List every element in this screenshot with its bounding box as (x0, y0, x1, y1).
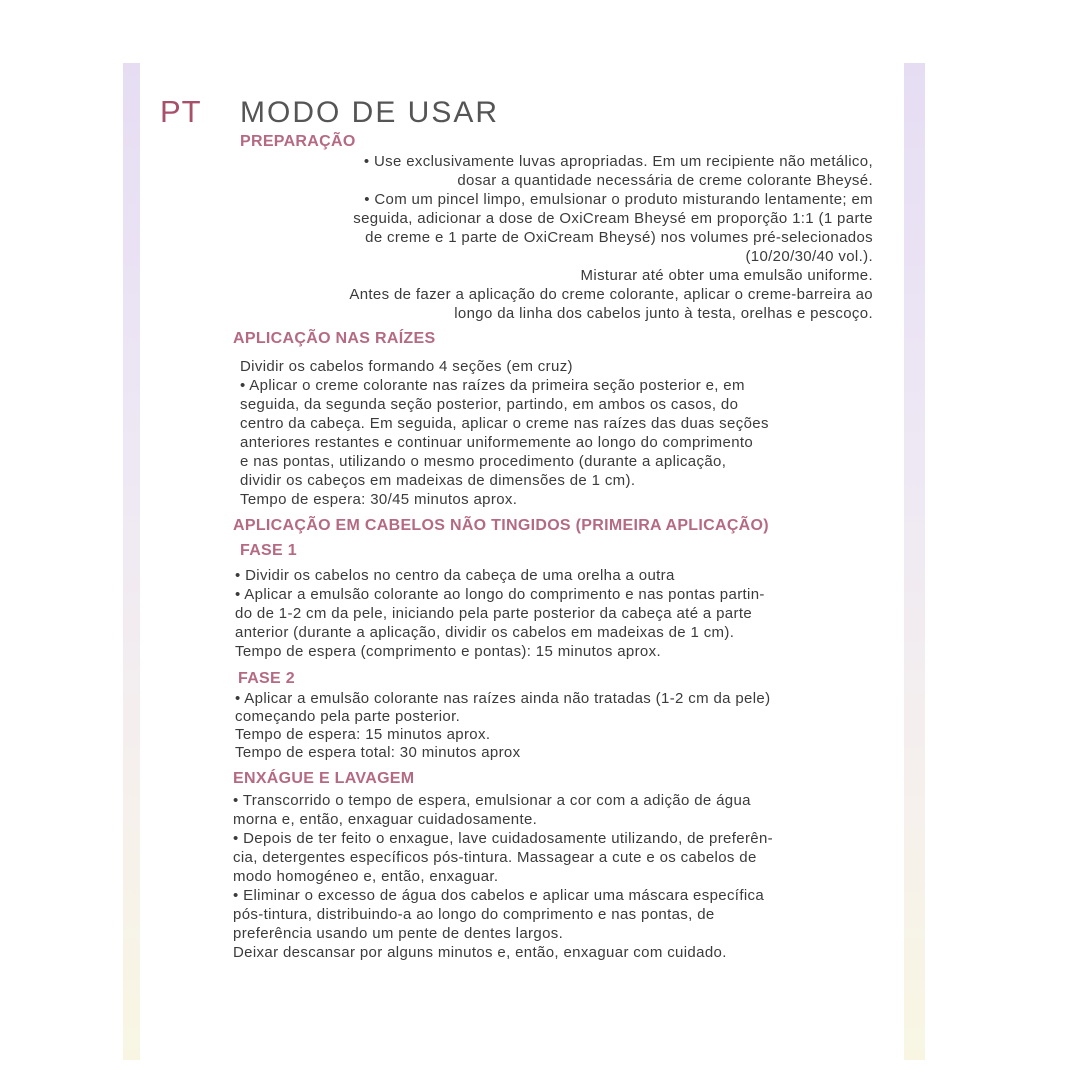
text-line: • Transcorrido o tempo de espera, emulsionar a cor com a adição de água (233, 792, 751, 809)
text-line: • Aplicar a emulsão colorante ao longo do comprimento e nas pontas partin- (235, 586, 765, 603)
text-line: longo da linha dos cabelos junto à testa, orelhas e pescoço. (454, 305, 873, 322)
page-title: MODO DE USAR (240, 96, 500, 129)
text-line: preferência usando um pente de dentes largos. (233, 925, 564, 942)
text-line: • Depois de ter feito o enxague, lave cuidadosamente utilizando, de preferên- (233, 830, 774, 847)
text-line: Dividir os cabelos formando 4 seções (em cruz) (240, 358, 573, 375)
text-line: cia, detergentes específicos pós-tintura. Massagear a cute e os cabelos de (233, 849, 757, 866)
subheading-fase-2: FASE 2 (238, 670, 295, 687)
text-line: dividir os cabeços em madeixas de dimensões de 1 cm). (240, 472, 636, 489)
left-decorative-bar (123, 63, 140, 1060)
text-line: anteriores restantes e continuar uniformemente ao longo do comprimento (240, 434, 754, 451)
text-line: centro da cabeça. Em seguida, aplicar o creme nas raízes das duas seções (240, 415, 769, 432)
text-line: • Aplicar o creme colorante nas raízes da primeira seção posterior e, em (240, 377, 745, 394)
text-line: Tempo de espera: 30/45 minutos aprox. (240, 491, 518, 508)
text-line: seguida, adicionar a dose de OxiCream Bheysé em proporção 1:1 (1 parte (353, 210, 873, 227)
text-line: do de 1-2 cm da pele, iniciando pela parte posterior da cabeça até a parte (235, 605, 753, 622)
subheading-fase-1: FASE 1 (240, 542, 297, 559)
text-line: • Use exclusivamente luvas apropriadas. Em um recipiente não metálico, (363, 153, 873, 170)
section-heading-nao-tingidos: APLICAÇÃO EM CABELOS NÃO TINGIDOS (PRIMEIRA APLICAÇÃO) (233, 517, 769, 534)
text-line: anterior (durante a aplicação, dividir os cabelos em madeixas de 1 cm). (235, 624, 735, 641)
text-line: seguida, da segunda seção posterior, partindo, em ambos os casos, do (240, 396, 739, 413)
text-line: Tempo de espera total: 30 minutos aprox (235, 744, 521, 761)
text-line: • Dividir os cabelos no centro da cabeça de uma orelha a outra (235, 567, 675, 584)
text-line: modo homogéneo e, então, enxaguar. (233, 868, 499, 885)
text-line: de creme e 1 parte de OxiCream Bheysé) nos volumes pré-selecionados (365, 229, 873, 246)
text-line: Deixar descansar por alguns minutos e, então, enxaguar com cuidado. (233, 944, 727, 961)
text-line: pós-tintura, distribuindo-a ao longo do comprimento e nas pontas, de (233, 906, 715, 923)
text-line: morna e, então, enxaguar cuidadosamente. (233, 811, 538, 828)
text-line: dosar a quantidade necessária de creme colorante Bheysé. (457, 172, 873, 189)
text-line: Tempo de espera: 15 minutos aprox. (235, 726, 491, 743)
text-line: começando pela parte posterior. (235, 708, 461, 725)
text-line: e nas pontas, utilizando o mesmo procedimento (durante a aplicação, (240, 453, 727, 470)
text-line: (10/20/30/40 vol.). (745, 248, 873, 265)
text-line: Misturar até obter uma emulsão uniforme. (580, 267, 873, 284)
text-line: • Aplicar a emulsão colorante nas raízes ainda não tratadas (1-2 cm da pele) (235, 690, 771, 707)
text-line: Tempo de espera (comprimento e pontas): 15 minutos aprox. (235, 643, 661, 660)
text-line: • Com um pincel limpo, emulsionar o produto misturando lentamente; em (364, 191, 873, 208)
section-heading-preparacao: PREPARAÇÃO (240, 133, 356, 150)
right-decorative-bar (904, 63, 925, 1060)
text-line: • Eliminar o excesso de água dos cabelos e aplicar uma máscara específica (233, 887, 765, 904)
language-code: PT (160, 94, 202, 129)
text-line: Antes de fazer a aplicação do creme colorante, aplicar o creme-barreira ao (349, 286, 873, 303)
section-heading-raizes: APLICAÇÃO NAS RAÍZES (233, 330, 436, 347)
section-heading-enxague: ENXÁGUE E LAVAGEM (233, 770, 415, 787)
